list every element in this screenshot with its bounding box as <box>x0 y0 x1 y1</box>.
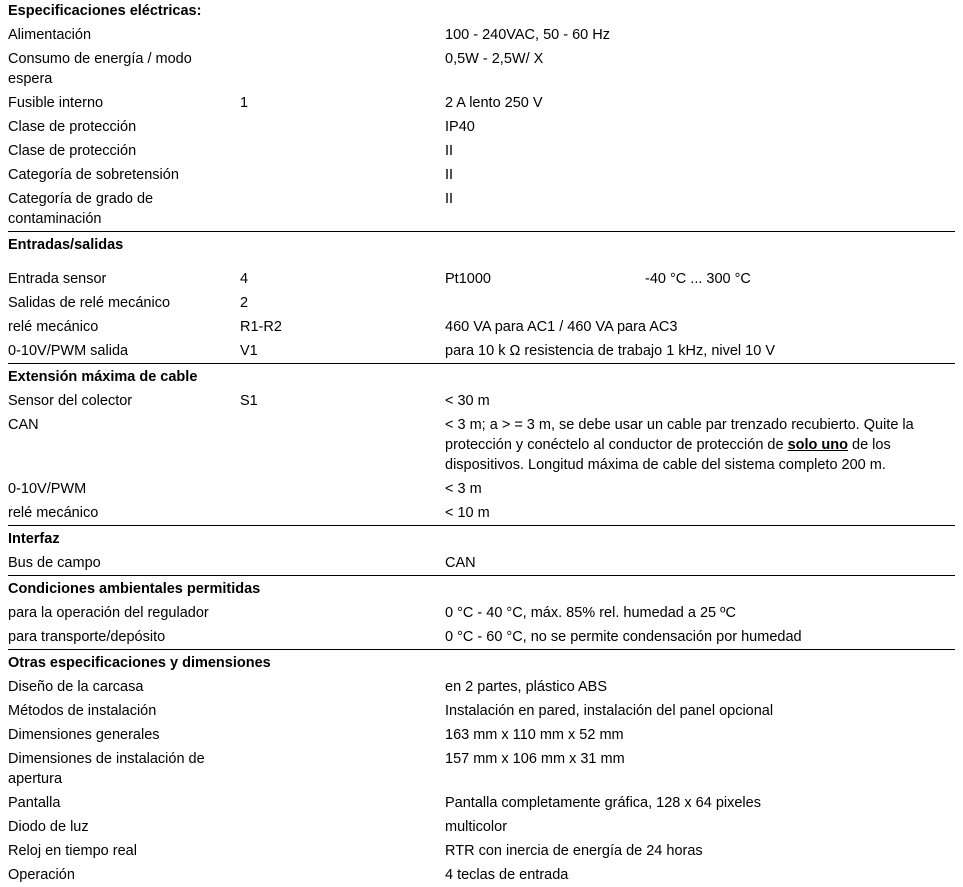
row-label: Métodos de instalación <box>8 703 157 719</box>
row-mid <box>240 187 445 232</box>
row-mid <box>240 839 445 863</box>
row-label: CAN <box>8 417 39 433</box>
row-label: Pantalla <box>8 795 61 811</box>
row-value: multicolor <box>445 819 508 835</box>
section-title: Otras especificaciones y dimensiones <box>8 650 955 676</box>
row-mid <box>240 115 445 139</box>
row-value: 157 mm x 106 mm x 31 mm <box>445 751 625 767</box>
table-row <box>8 91 955 115</box>
row-label: para transporte/depósito <box>8 629 166 645</box>
row-label: Dimensiones de instalación de apertura <box>8 751 205 787</box>
table-row <box>8 723 955 747</box>
row-label: Bus de campo <box>8 555 101 571</box>
table-row <box>8 815 955 839</box>
row-value: 0,5W - 2,5W/ X <box>445 51 544 67</box>
row-mid <box>240 747 445 791</box>
section-header-ambient <box>8 576 955 602</box>
row-extra <box>645 291 955 315</box>
row-value: Pt1000 <box>445 271 491 287</box>
row-label: Dimensiones generales <box>8 727 160 743</box>
section-header-electrical <box>8 0 955 23</box>
row-value: 2 A lento 250 V <box>445 95 543 111</box>
table-row <box>8 747 955 791</box>
table-row <box>8 389 955 413</box>
row-mid <box>240 723 445 747</box>
table-row <box>8 47 955 91</box>
row-label: Entrada sensor <box>8 271 107 287</box>
row-value-can-note <box>445 413 955 477</box>
row-extra: -40 °C ... 300 °C <box>645 271 751 287</box>
row-label: Categoría de grado de contaminación <box>8 191 154 227</box>
row-value: CAN <box>445 555 476 571</box>
row-label: relé mecánico <box>8 505 99 521</box>
row-label: Diodo de luz <box>8 819 89 835</box>
row-label: Diseño de la carcasa <box>8 679 144 695</box>
table-row <box>8 699 955 723</box>
row-value: Instalación en pared, instalación del panel opcional <box>445 703 774 719</box>
row-value: II <box>445 167 454 183</box>
row-value: 0 °C - 40 °C, máx. 85% rel. humedad a 25 ºC <box>445 605 736 621</box>
row-mid <box>240 413 445 477</box>
section-header-inputs-outputs <box>8 232 955 258</box>
row-label: Consumo de energía / modo espera <box>8 51 192 87</box>
table-row <box>8 791 955 815</box>
table-row-can <box>8 413 955 477</box>
row-mid: R1-R2 <box>240 319 282 335</box>
row-value: II <box>445 191 454 207</box>
row-value: 163 mm x 110 mm x 52 mm <box>445 727 624 743</box>
row-value: 4 teclas de entrada <box>445 867 569 883</box>
table-row <box>8 675 955 699</box>
row-mid <box>240 139 445 163</box>
section-header-cable-extension <box>8 364 955 390</box>
section-title: Interfaz <box>8 526 955 552</box>
table-row <box>8 315 955 339</box>
section-title: Entradas/salidas <box>8 232 955 258</box>
row-value: < 10 m <box>445 505 490 521</box>
row-value: para 10 k Ω resistencia de trabajo 1 kHz, nivel 10 V <box>445 343 776 359</box>
table-row <box>8 501 955 526</box>
section-header-interface <box>8 526 955 552</box>
row-label: Reloj en tiempo real <box>8 843 137 859</box>
row-label: Clase de protección <box>8 143 137 159</box>
row-value <box>445 291 645 315</box>
row-label: Categoría de sobretensión <box>8 167 179 183</box>
can-note-part1: < 3 m; a > = 3 m, se debe usar un cable par trenzado recubierto. Quite la protección y conéctelo al conductor de protección de <box>445 417 914 453</box>
row-mid: S1 <box>240 393 258 409</box>
table-row <box>8 839 955 863</box>
row-mid <box>240 477 445 501</box>
row-mid <box>240 23 445 47</box>
table-row <box>8 339 955 364</box>
row-label: Fusible interno <box>8 95 104 111</box>
row-mid: 4 <box>240 271 249 287</box>
row-value: en 2 partes, plástico ABS <box>445 679 608 695</box>
section-title: Extensión máxima de cable <box>8 364 955 390</box>
table-row <box>8 23 955 47</box>
row-value: < 30 m <box>445 393 490 409</box>
row-label: Alimentación <box>8 27 92 43</box>
row-value: RTR con inercia de energía de 24 horas <box>445 843 703 859</box>
table-row <box>8 551 955 576</box>
table-row <box>8 625 955 650</box>
table-row <box>8 187 955 232</box>
row-mid: 1 <box>240 95 249 111</box>
row-value: II <box>445 143 454 159</box>
row-mid <box>240 163 445 187</box>
table-row <box>8 601 955 625</box>
row-mid <box>240 47 445 91</box>
table-row <box>8 163 955 187</box>
row-value: 100 - 240VAC, 50 - 60 Hz <box>445 27 610 43</box>
row-mid <box>240 815 445 839</box>
row-mid <box>240 699 445 723</box>
row-mid <box>240 551 445 576</box>
row-mid: V1 <box>240 343 258 359</box>
section-title: Condiciones ambientales permitidas <box>8 576 955 602</box>
section-header-other <box>8 650 955 676</box>
row-mid <box>240 625 445 650</box>
table-row <box>8 267 955 291</box>
table-row <box>8 115 955 139</box>
row-value: < 3 m <box>445 481 482 497</box>
row-label: 0-10V/PWM salida <box>8 343 129 359</box>
row-label: relé mecánico <box>8 319 99 335</box>
spacer-row <box>8 257 955 267</box>
row-label: para la operación del regulador <box>8 605 209 621</box>
section-title: Especificaciones eléctricas: <box>8 3 202 19</box>
row-mid <box>240 675 445 699</box>
row-mid <box>240 501 445 526</box>
specifications-table <box>8 0 955 887</box>
table-row <box>8 863 955 887</box>
row-label: Operación <box>8 867 75 883</box>
row-value: 460 VA para AC1 / 460 VA para AC3 <box>445 319 678 335</box>
can-note-part2: de los dispositivos. Longitud máxima de cable del sistema completo 200 m. <box>445 437 891 473</box>
row-mid <box>240 863 445 887</box>
row-mid <box>240 791 445 815</box>
table-row <box>8 477 955 501</box>
row-mid: 2 <box>240 295 249 311</box>
row-mid <box>240 601 445 625</box>
table-row <box>8 291 955 315</box>
row-value: Pantalla completamente gráfica, 128 x 64 pixeles <box>445 795 761 811</box>
row-label: Clase de protección <box>8 119 137 135</box>
can-note-emphasis: solo uno <box>787 437 848 453</box>
row-value: IP40 <box>445 119 475 135</box>
row-label: 0-10V/PWM <box>8 481 87 497</box>
table-row <box>8 139 955 163</box>
row-value: 0 °C - 60 °C, no se permite condensación por humedad <box>445 629 802 645</box>
row-label: Salidas de relé mecánico <box>8 295 171 311</box>
row-label: Sensor del colector <box>8 393 133 409</box>
